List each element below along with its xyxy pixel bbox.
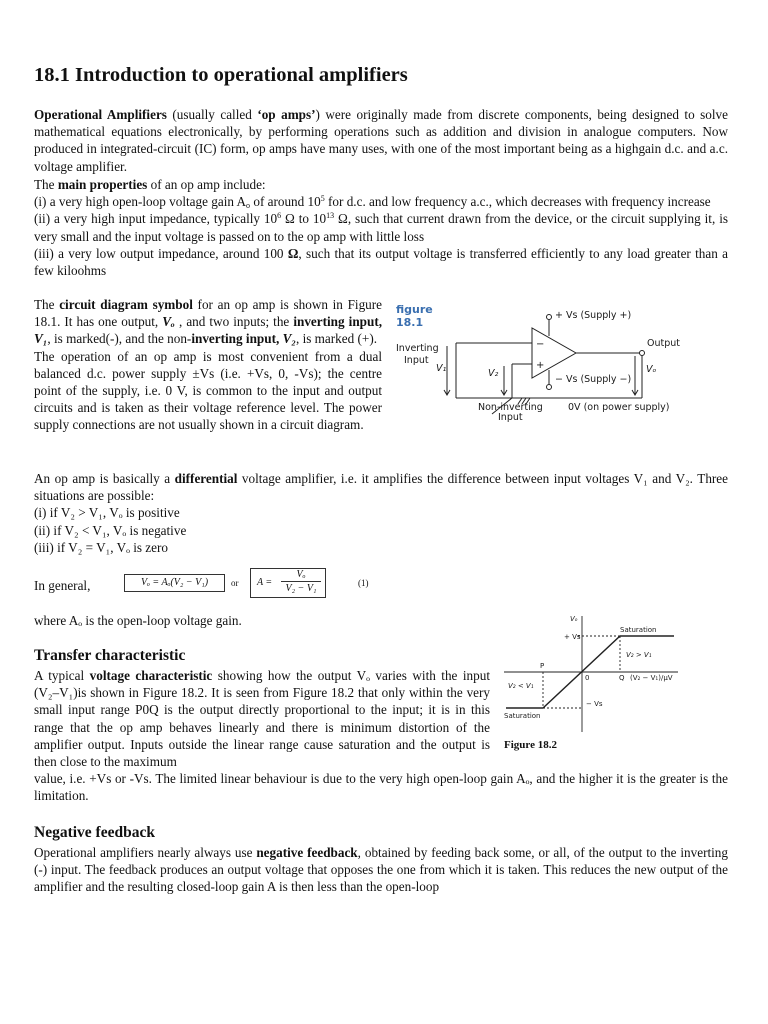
intro-paragraph (34, 106, 728, 175)
transfer-heading: Transfer characteristic (34, 647, 186, 664)
property-ii: (ii) a very high input impedance, typically $10^6$ Ω to $10^{13}$ Ω, such that current drawn from the device, or the circuit supplying it, is very small and the input voltage is passed on to the op amp with little loss (34, 211, 728, 244)
fig2-p: P (540, 662, 545, 670)
intro-text: ) were originally made from discrete components, being designed to solve mathematical equations electronically, by performing operations such as addition and division in analogue computers. Now produced in integrated-circuit (IC) form, op amps have many uses, with one of the most important being as a highgain d.c. and a.c. voltage amplifier. (34, 107, 728, 174)
svg-text:−: − (536, 339, 545, 350)
intro-alias-pre: (usually called (166, 107, 258, 122)
supply-negative-label: − Vs (Supply −) (555, 374, 632, 385)
differential-paragraph: An op amp is basically a differential voltage amplifier, i.e. it amplifies the difference between input voltages V₁ and V₂. Three situations are possible: (i) if V₂ > V₁, Vₒ is positive (ii) if V₂ < V₁, Vₒ is negative (iii) if V₂ = V₁, Vₒ is zero (34, 471, 729, 555)
intro-term: Operational Amplifiers (34, 107, 167, 122)
v1-label: V₁ (436, 363, 447, 374)
fig2-xaxis-label: (V₂ − V₁)/μV (630, 674, 673, 682)
properties-list (34, 176, 728, 279)
fig2-q: Q (619, 674, 625, 682)
svg-text:+: + (536, 360, 545, 371)
where-line: where Aₒ is the open-loop voltage gain. (34, 613, 242, 628)
situation-2: (ii) if V₂ < V₁, Vₒ is negative (34, 522, 187, 538)
situation-3: (iii) if V₂ = V₁, Vₒ is zero (34, 539, 168, 555)
properties-intro: The main properties of an op amp include: (34, 177, 266, 192)
fig2-v2lt: V₂ < V₁ (508, 682, 534, 690)
figure-18-1 (392, 298, 692, 426)
equation-or: or (231, 578, 239, 588)
equation-1-box: Vₒ = Aₒ(V₂ − V₁) (124, 574, 225, 592)
equation-2-box: A = Vₒ V₂ − V₁ (250, 568, 326, 598)
inverting-input-label: Input (404, 355, 429, 366)
ground-label: 0V (on power supply) (568, 402, 670, 413)
v2-label: V₂ (488, 368, 499, 379)
circuit-paragraph: The circuit diagram symbol for an op amp is shown in Figure 18.1. It has one output, Vₒ , and two inputs; the inverting input, V₁, is marked(-), and the non-inverting input, V₂, is marked (+). The operation of an op amp is most convenient from a dual balanced d.c. power supply ±Vs (i.e. +Vs, 0, -Vs); the centre point of the supply, i.e. 0 V, is common to the input and output circuits and is taken as their voltage reference level. The power supply connections are not usually shown in a circuit diagram. (34, 297, 383, 433)
negative-feedback-paragraph: Operational amplifiers nearly always use negative feedback, obtained by feeding back some, or all, of the output to the inverting (-) input. The feedback produces an output voltage that opposes the one from which it is taken. This reduces the new output of the amplifier and the resulting closed-loop gain A is then less than the open-loop (34, 845, 728, 895)
property-iii: (iii) a very low output impedance, around 100 Ω, such that its output voltage is transferred efficiently to any load greater than a few kiloohms (34, 245, 728, 279)
fig2-v2gt: V₂ > V₁ (626, 651, 652, 659)
supply-paragraph: The operation of an op amp is most convenient from a dual balanced d.c. power supply ±Vs (i.e. +Vs, 0, -Vs); the centre point of the supply, i.e. 0 V, is common to the input and output circuits and is taken as their voltage reference level. The power supply connections are not usually shown in a circuit diagram. (34, 348, 382, 433)
supply-positive-label: + Vs (Supply +) (555, 310, 632, 321)
vo-label: Vₒ (646, 364, 657, 375)
non-inverting-label: Non-inverting (478, 402, 543, 413)
output-label: Output (647, 338, 680, 349)
figure-18-1-caption-word: figure (396, 303, 433, 316)
fig2-neg-vs: − Vs (586, 700, 603, 708)
figure-18-2 (498, 612, 698, 754)
transfer-paragraph: A typical voltage characteristic showing how the output Vₒ varies with the input (V₂–V₁)is shown in Figure 18.2. It is seen from Figure 18.2 that only within the very small input range P0Q is the output directly proportional to the input; it is in this range that the op amp behaves linearly and there is minimum distortion of the amplifier output. Inputs outside the linear range cause saturation and the output is then close to the maximum (34, 668, 490, 770)
fig2-saturation-top: Saturation (620, 626, 657, 634)
equation-number: (1) (358, 578, 369, 588)
intro-alias: ‘op amps’ (257, 107, 316, 122)
non-inverting-input-label: Input (498, 412, 523, 423)
fig2-vo-label: Vₒ (570, 615, 578, 623)
fig2-zero: 0 (585, 674, 590, 682)
in-general-label: In general, (34, 578, 91, 593)
transfer-paragraph-cont: value, i.e. +Vs or -Vs. The limited linear behaviour is due to the very high open-loop gain Aₒ, and the higher it is the greater is the limitation. (34, 771, 728, 804)
page-title: 18.1 Introduction to operational amplifiers (34, 64, 408, 86)
figure-18-1-caption-num: 18.1 (396, 316, 424, 329)
negative-feedback-heading: Negative feedback (34, 824, 155, 841)
fig2-saturation-bottom: Saturation (504, 712, 541, 720)
fig2-pos-vs: + Vs (564, 633, 581, 641)
property-i: (i) a very high open-loop voltage gain $A_o$ of around $10^5$ for d.c. and low frequency a.c., which decreases with frequency increase (34, 194, 711, 211)
figure-18-2-caption: Figure 18.2 (504, 739, 557, 751)
inverting-label: Inverting (396, 343, 439, 354)
situation-1: (i) if V₂ > V₁, Vₒ is positive (34, 505, 180, 521)
